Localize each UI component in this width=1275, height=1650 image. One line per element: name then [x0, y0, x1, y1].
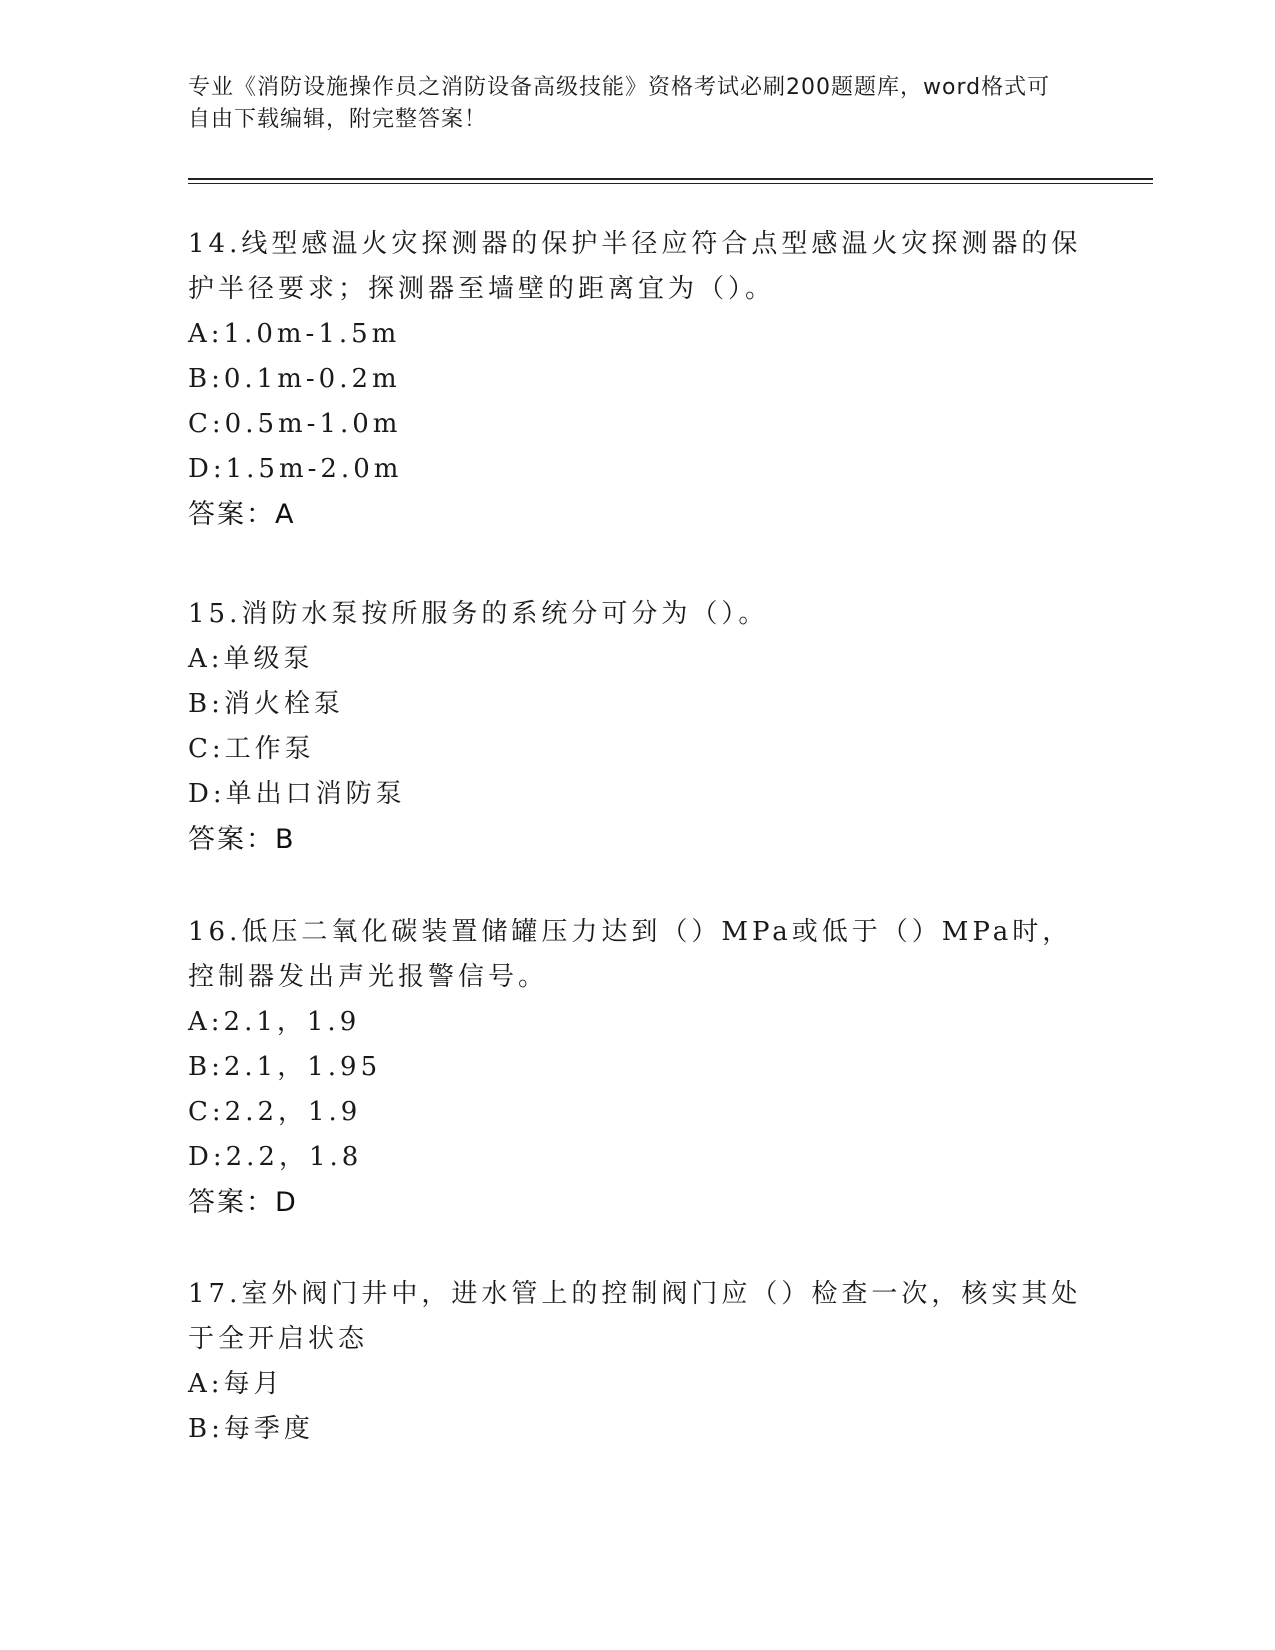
option-a: A:单级泵 [188, 644, 314, 674]
answer: 答案：D [188, 1187, 298, 1218]
document-intro: 专业《消防设施操作员之消防设备高级技能》资格考试必刷200题题库，word格式可自由下载编辑，附完整答案！ [188, 75, 1051, 132]
option-a: A:2.1，1.9 [188, 1007, 361, 1037]
question-14 [188, 222, 1088, 537]
question-15 [188, 592, 1088, 862]
option-d: D:1.5m-2.0m [188, 454, 403, 484]
option-d: D:单出口消防泵 [188, 779, 406, 809]
answer: 答案：B [188, 824, 296, 855]
option-c: C:2.2，1.9 [188, 1097, 362, 1127]
option-c: C:0.5m-1.0m [188, 409, 402, 439]
option-b: B:0.1m-0.2m [188, 364, 401, 394]
question-16 [188, 910, 1088, 1225]
question-stem: 16.低压二氧化碳装置储罐压力达到（）MPa或低于（）MPa时，控制器发出声光报警信号。 [188, 917, 1073, 992]
header-divider-thick [188, 178, 1153, 180]
option-c: C:工作泵 [188, 734, 315, 764]
option-a: A:1.0m-1.5m [188, 319, 401, 349]
header-divider-thin [188, 183, 1153, 184]
question-stem: 17.室外阀门井中，进水管上的控制阀门应（）检查一次，核实其处于全开启状态 [188, 1279, 1082, 1354]
option-b: B:每季度 [188, 1414, 314, 1444]
answer: 答案：A [188, 499, 296, 530]
option-a: A:每月 [188, 1369, 284, 1399]
option-b: B:2.1，1.95 [188, 1052, 382, 1082]
question-stem: 15.消防水泵按所服务的系统分可分为（）。 [188, 599, 769, 629]
question-stem: 14.线型感温火灾探测器的保护半径应符合点型感温火灾探测器的保护半径要求；探测器至墙壁的距离宜为（）。 [188, 229, 1082, 304]
question-17 [188, 1272, 1088, 1452]
option-d: D:2.2，1.8 [188, 1142, 363, 1172]
option-b: B:消火栓泵 [188, 689, 344, 719]
